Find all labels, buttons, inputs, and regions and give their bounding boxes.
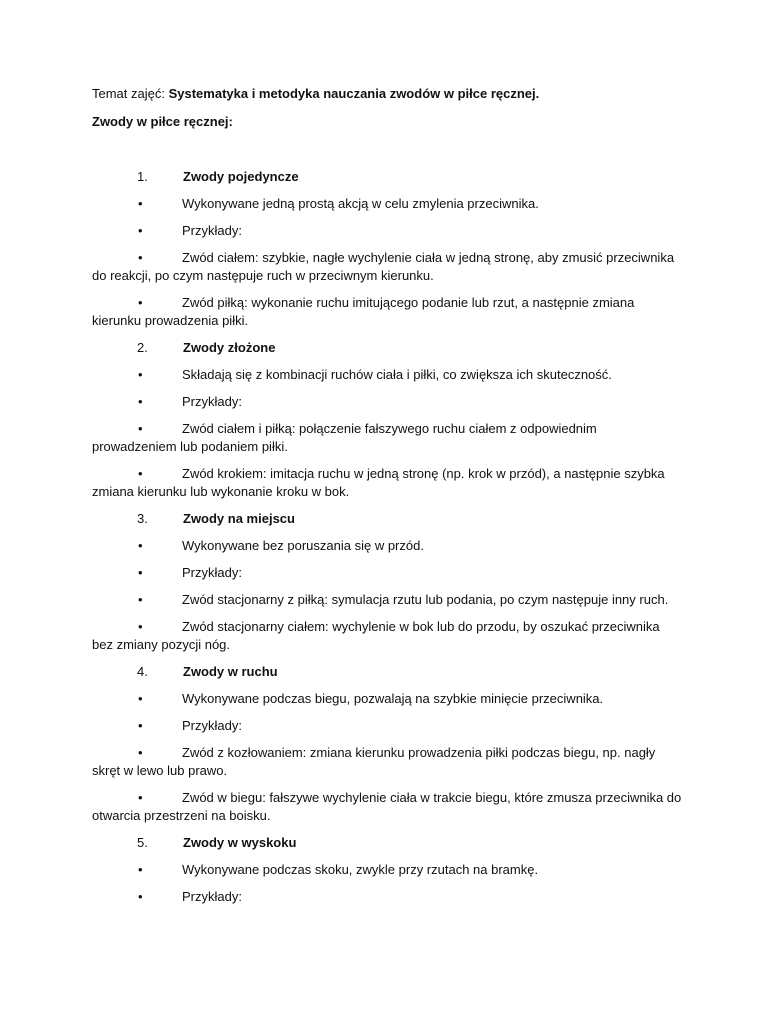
- section-number: 2.: [137, 340, 148, 355]
- list-item: [92, 789, 682, 825]
- bullet-icon: •: [138, 691, 143, 706]
- list-item-text: Przykłady:: [182, 718, 242, 733]
- section-heading: [92, 168, 682, 186]
- list-item-text: Wykonywane podczas biegu, pozwalają na szybkie minięcie przeciwnika.: [182, 691, 604, 706]
- topic-line: [92, 86, 539, 101]
- bullet-icon: •: [138, 790, 143, 805]
- topic-title: Systematyka i metodyka nauczania zwodów w piłce ręcznej.: [168, 86, 540, 101]
- list-item: [92, 690, 682, 708]
- list-item: [92, 393, 682, 411]
- section-title: Zwody pojedyncze: [183, 169, 299, 184]
- section-number: 1.: [137, 169, 148, 184]
- list-item-text: Przykłady:: [182, 565, 242, 580]
- list-item-text: Przykłady:: [182, 889, 242, 904]
- list-item: [92, 618, 682, 654]
- bullet-icon: •: [138, 538, 143, 553]
- section-title: Zwody w wyskoku: [183, 835, 297, 850]
- list-item: [92, 249, 682, 285]
- list-item-text: Przykłady:: [182, 223, 242, 238]
- bullet-icon: •: [138, 367, 143, 382]
- list-item-text: Zwód piłką: wykonanie ruchu imitującego podanie lub rzut, a następnie zmiana kierunku prowadzenia piłki.: [92, 295, 635, 328]
- section-number: 3.: [137, 511, 148, 526]
- list-item: [92, 222, 682, 240]
- section-heading: [92, 663, 682, 681]
- list-item: [92, 744, 682, 780]
- list-item-text: Zwód ciałem: szybkie, nagłe wychylenie ciała w jedną stronę, aby zmusić przeciwnika do reakcji, po czym następuje ruch w przeciwnym kierunku.: [92, 250, 675, 283]
- list-item: [92, 195, 682, 213]
- list-item-text: Wykonywane podczas skoku, zwykle przy rzutach na bramkę.: [182, 862, 539, 877]
- section-heading: [92, 339, 682, 357]
- list-item: [92, 717, 682, 735]
- list-item-text: Składają się z kombinacji ruchów ciała i piłki, co zwiększa ich skuteczność.: [182, 367, 612, 382]
- list-item-text: Wykonywane bez poruszania się w przód.: [182, 538, 424, 553]
- section-number: 5.: [137, 835, 148, 850]
- sections-list: [92, 168, 682, 915]
- list-item: [92, 294, 682, 330]
- bullet-icon: •: [138, 592, 143, 607]
- topic-prefix: Temat zajęć:: [92, 86, 169, 101]
- bullet-icon: •: [138, 619, 143, 634]
- bullet-icon: •: [138, 421, 143, 436]
- section-number: 4.: [137, 664, 148, 679]
- bullet-icon: •: [138, 196, 143, 211]
- document-subtitle: Zwody w piłce ręcznej:: [92, 114, 233, 129]
- bullet-icon: •: [138, 466, 143, 481]
- list-item-text: Wykonywane jedną prostą akcją w celu zmylenia przeciwnika.: [182, 196, 539, 211]
- section-heading: [92, 510, 682, 528]
- bullet-icon: •: [138, 565, 143, 580]
- bullet-icon: •: [138, 250, 143, 265]
- bullet-icon: •: [138, 745, 143, 760]
- bullet-icon: •: [138, 862, 143, 877]
- list-item-text: Zwód ciałem i piłką: połączenie fałszywego ruchu ciałem z odpowiednim prowadzeniem lub podaniem piłki.: [92, 421, 597, 454]
- list-item: [92, 465, 682, 501]
- bullet-icon: •: [138, 889, 143, 904]
- list-item-text: Zwód krokiem: imitacja ruchu w jedną stronę (np. krok w przód), a następnie szybka zmiana kierunku lub wykonanie kroku w bok.: [92, 466, 665, 499]
- list-item-text: Przykłady:: [182, 394, 242, 409]
- section-heading: [92, 834, 682, 852]
- bullet-icon: •: [138, 394, 143, 409]
- list-item: [92, 591, 682, 609]
- bullet-icon: •: [138, 223, 143, 238]
- section-title: Zwody złożone: [183, 340, 276, 355]
- list-item: [92, 420, 682, 456]
- section-title: Zwody na miejscu: [183, 511, 295, 526]
- list-item: [92, 564, 682, 582]
- list-item-text: Zwód stacjonarny z piłką: symulacja rzutu lub podania, po czym następuje inny ruch.: [182, 592, 669, 607]
- list-item: [92, 888, 682, 906]
- list-item-text: Zwód w biegu: fałszywe wychylenie ciała w trakcie biegu, które zmusza przeciwnika do otwarcia przestrzeni na boisku.: [92, 790, 682, 823]
- section-title: Zwody w ruchu: [183, 664, 278, 679]
- bullet-icon: •: [138, 295, 143, 310]
- list-item: [92, 366, 682, 384]
- list-item: [92, 537, 682, 555]
- list-item: [92, 861, 682, 879]
- bullet-icon: •: [138, 718, 143, 733]
- list-item-text: Zwód z kozłowaniem: zmiana kierunku prowadzenia piłki podczas biegu, np. nagły skręt w lewo lub prawo.: [92, 745, 656, 778]
- list-item-text: Zwód stacjonarny ciałem: wychylenie w bok lub do przodu, by oszukać przeciwnika bez zmiany pozycji nóg.: [92, 619, 660, 652]
